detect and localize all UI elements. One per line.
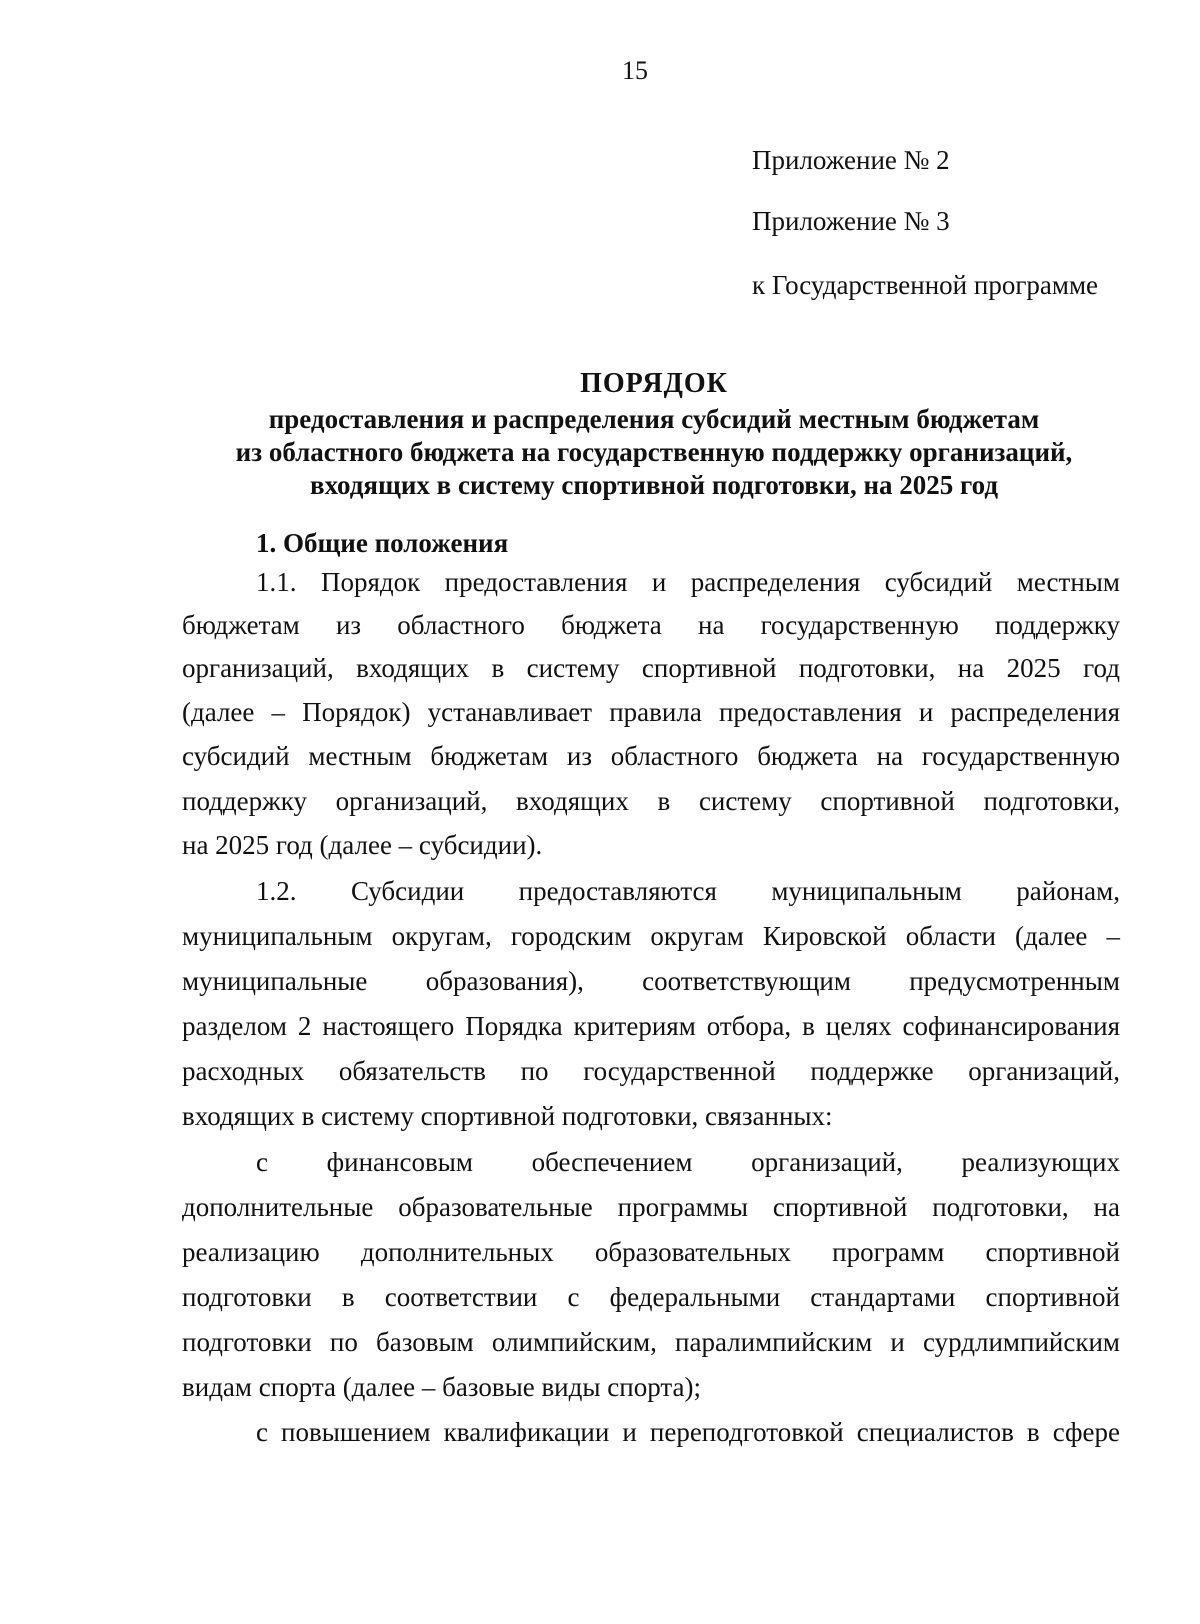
paragraph-1-1-line: (далее – Порядок) устанавливает правила предоставления и распределения — [182, 697, 1120, 727]
paragraph-item-line: дополнительные образовательные программы спортивной подготовки, на — [182, 1192, 1120, 1222]
paragraph-1-1-line: 1.1. Порядок предоставления и распределения субсидий местным — [256, 567, 1120, 597]
paragraph-item-line: с повышением квалификации и переподготовкой специалистов в сфере — [256, 1417, 1120, 1447]
paragraph-1-1-line: поддержку организаций, входящих в систему спортивной подготовки, — [182, 786, 1120, 816]
paragraph-1-1-line: субсидий местным бюджетам из областного бюджета на государственную — [182, 741, 1120, 771]
subtitle-line: из областного бюджета на государственную поддержку организаций, — [235, 437, 1073, 467]
paragraph-1-1-line: бюджетам из областного бюджета на государственную поддержку — [182, 610, 1120, 640]
paragraph-1-2-line: муниципальные образования), соответствующим предусмотренным — [182, 966, 1120, 996]
section-heading: 1. Общие положения — [256, 528, 509, 558]
document-title: ПОРЯДОК — [580, 368, 728, 399]
annex-line-3: к Государственной программе — [752, 270, 1099, 300]
paragraph-1-2-line: разделом 2 настоящего Порядка критериям отбора, в целях софинансирования — [182, 1011, 1120, 1041]
annex-line-2: Приложение № 3 — [752, 206, 950, 236]
paragraph-item-line: подготовки в соответствии с федеральными стандартами спортивной — [182, 1282, 1120, 1312]
paragraph-1-1-line: на 2025 год (далее – субсидии). — [182, 830, 543, 860]
annex-line-1: Приложение № 2 — [752, 145, 950, 175]
subtitle-line: предоставления и распределения субсидий местным бюджетам — [268, 404, 1040, 434]
page-number: 15 — [622, 56, 648, 85]
paragraph-1-1-line: организаций, входящих в систему спортивной подготовки, на 2025 год — [182, 653, 1120, 683]
paragraph-item-line: видам спорта (далее – базовые виды спорта); — [182, 1372, 701, 1402]
paragraph-item-line: с финансовым обеспечением организаций, реализующих — [256, 1147, 1120, 1177]
paragraph-item-line: реализацию дополнительных образовательных программ спортивной — [182, 1237, 1120, 1267]
paragraph-1-2-line: муниципальным округам, городским округам Кировской области (далее – — [182, 921, 1120, 951]
subtitle-line: входящих в систему спортивной подготовки, на 2025 год — [310, 470, 998, 500]
paragraph-1-2-line: входящих в систему спортивной подготовки, связанных: — [182, 1101, 833, 1131]
paragraph-1-2-line: расходных обязательств по государственной поддержке организаций, — [182, 1056, 1120, 1086]
paragraph-item-line: подготовки по базовым олимпийским, паралимпийским и сурдлимпийским — [182, 1327, 1120, 1357]
paragraph-1-2-line: 1.2. Субсидии предоставляются муниципальным районам, — [256, 876, 1120, 906]
